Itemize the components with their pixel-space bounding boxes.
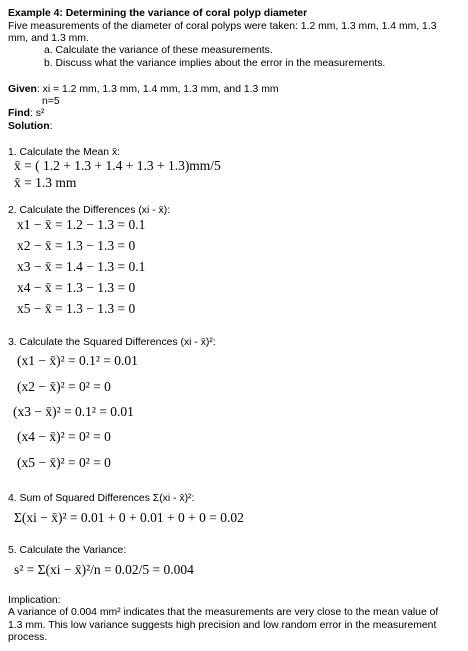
given-line [8, 84, 279, 96]
squared-row-1: (x1 − x̄)² = 0.1² = 0.01 [17, 353, 138, 368]
solution-label: Solution [8, 121, 50, 132]
mean-heading: 1. Calculate the Mean x̄: [8, 147, 121, 158]
implication-heading: Implication: [8, 595, 61, 606]
implication-line-3: process. [8, 632, 48, 643]
variance-equation: s² = Σ(xi − x̄)²/n = 0.02/5 = 0.004 [14, 562, 194, 577]
example-title: Example 4: Determining the variance of coral polyp diameter [8, 8, 308, 19]
task-a: a. Calculate the variance of these measurements. [44, 45, 273, 56]
diff-row-4: x4 − x̄ = 1.3 − 1.3 = 0 [17, 280, 136, 295]
diff-row-2: x2 − x̄ = 1.3 − 1.3 = 0 [17, 238, 136, 253]
diff-row-1: x1 − x̄ = 1.2 − 1.3 = 0.1 [17, 217, 146, 232]
squared-row-3: (x3 − x̄)² = 0.1² = 0.01 [13, 404, 134, 419]
implication-line-1: A variance of 0.004 mm² indicates that the measurements are very close to the mean value of [8, 607, 439, 618]
task-b: b. Discuss what the variance implies about the error in the measurements. [44, 58, 386, 69]
squared-heading: 3. Calculate the Squared Differences (xi - x̄)²: [8, 337, 216, 348]
squared-row-2: (x2 − x̄)² = 0² = 0 [17, 379, 111, 394]
find-label: Find [8, 108, 30, 119]
mean-equation-1: x̄ = ( 1.2 + 1.3 + 1.4 + 1.3 + 1.3)mm/5 [14, 158, 221, 173]
implication-line-2: 1.3 mm. This low variance suggests high precision and low random error in the measurement [8, 620, 437, 631]
squared-row-4: (x4 − x̄)² = 0² = 0 [17, 429, 111, 444]
variance-heading: 5. Calculate the Variance: [8, 545, 127, 556]
sum-equation: Σ(xi − x̄)² = 0.01 + 0 + 0.01 + 0 + 0 = 0.02 [14, 510, 244, 525]
intro-line-2: mm, and 1.3 mm. [8, 33, 89, 44]
sum-heading: 4. Sum of Squared Differences Σ(xi - x̄)²: [8, 493, 195, 504]
intro-line-1: Five measurements of the diameter of coral polyps were taken: 1.2 mm, 1.3 mm, 1.4 mm, 1.3 [8, 21, 437, 32]
given-text: : xi = 1.2 mm, 1.3 mm, 1.4 mm, 1.3 mm, and 1.3 mm [36, 84, 279, 95]
solution-colon: : [49, 121, 53, 132]
diff-heading: 2. Calculate the Differences (xi - x̄): [8, 205, 171, 216]
given-label: Given [8, 84, 37, 95]
find-text: : s² [29, 108, 45, 119]
solution-line [8, 121, 52, 133]
find-line [8, 108, 44, 120]
mean-equation-2: x̄ = 1.3 mm [14, 175, 77, 190]
given-n: n=5 [42, 96, 60, 107]
diff-row-5: x5 − x̄ = 1.3 − 1.3 = 0 [17, 301, 136, 316]
diff-row-3: x3 − x̄ = 1.4 − 1.3 = 0.1 [17, 259, 146, 274]
squared-row-5: (x5 − x̄)² = 0² = 0 [17, 455, 111, 470]
